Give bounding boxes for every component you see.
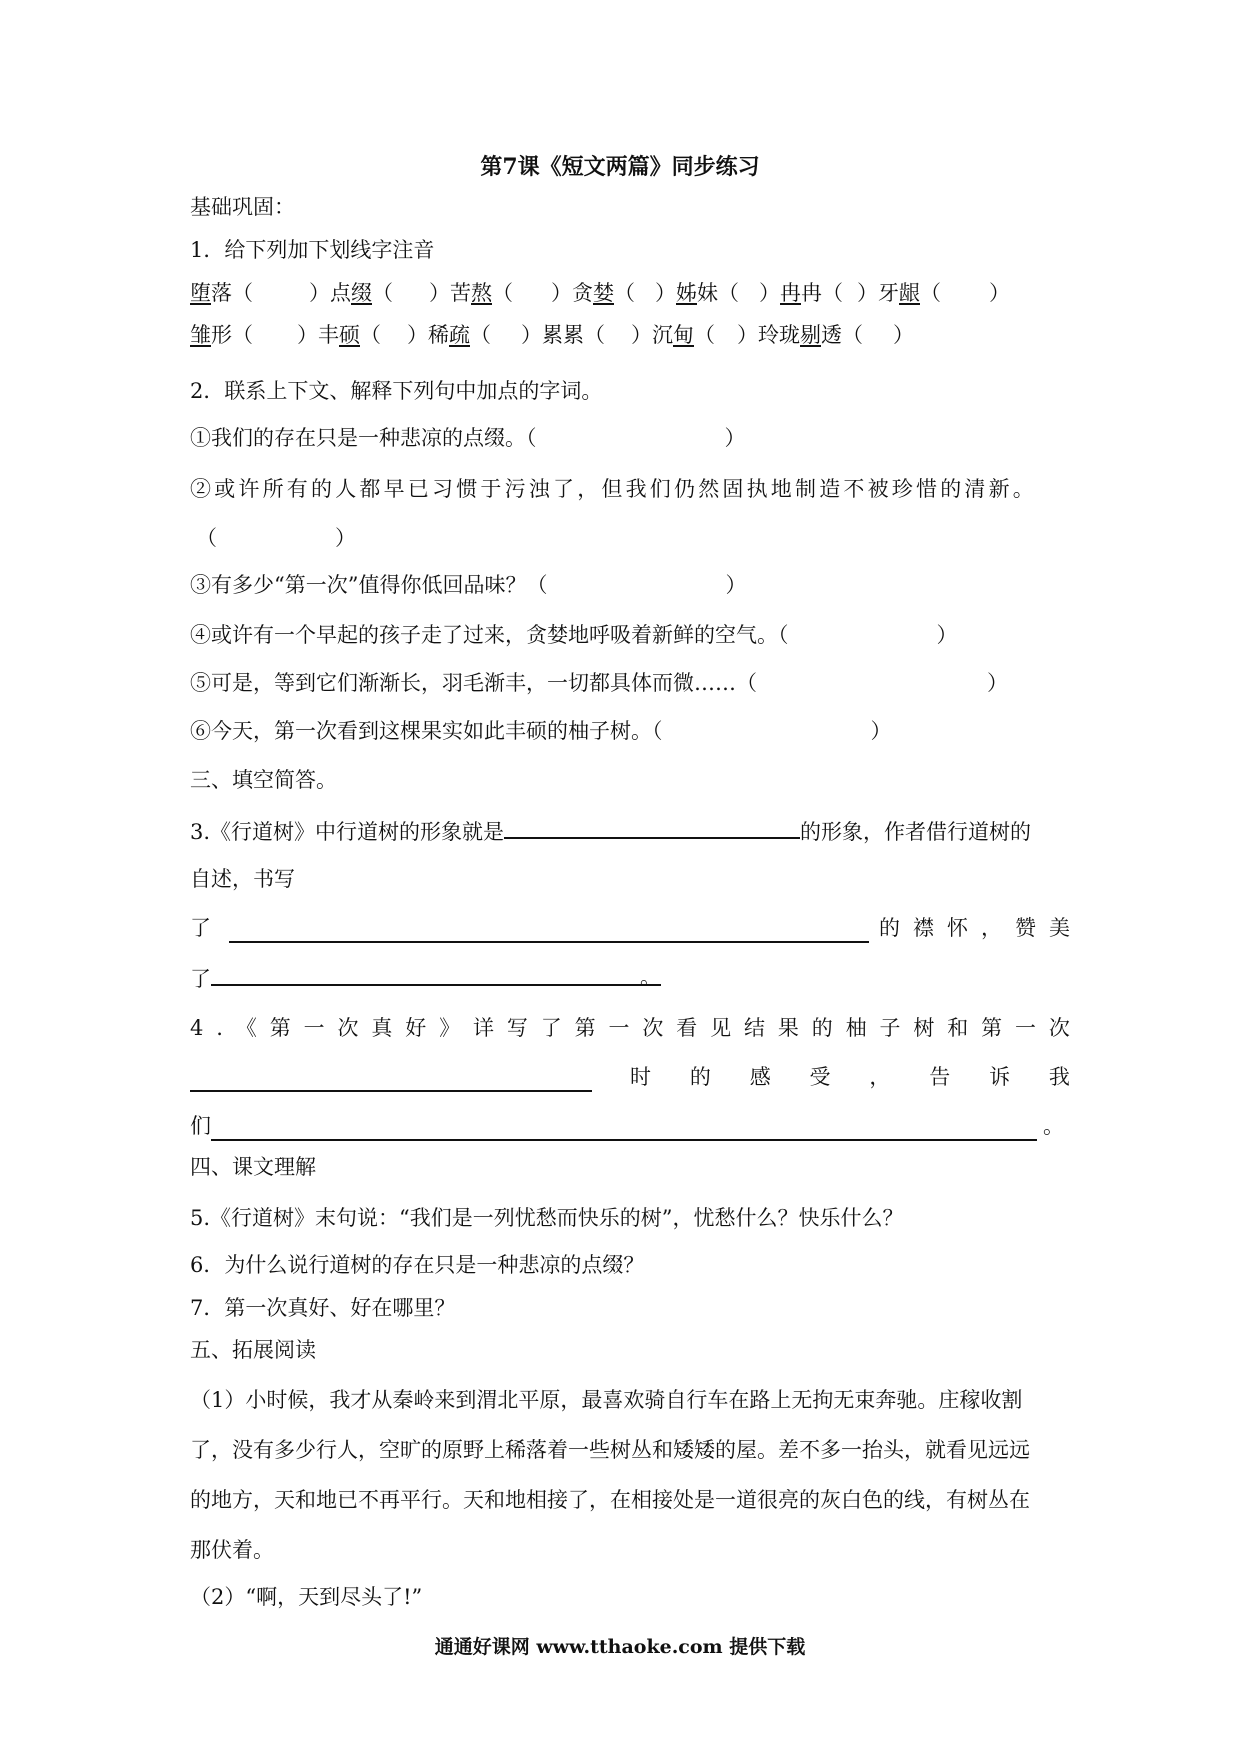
spread-char: 次 — [337, 1016, 359, 1040]
row-text: （ — [360, 323, 381, 347]
spread-char: 了 — [540, 1016, 562, 1040]
row-text: （ — [694, 323, 715, 347]
row-text: 妹（ — [697, 281, 739, 305]
spread-char: 赞 — [1015, 916, 1036, 940]
spread-char: 怀 — [947, 916, 968, 940]
spread-char: 襟 — [913, 916, 934, 940]
q2-item-6: ⑥今天，第一次看到这棵果实如此丰硕的柚子树。（ ） — [190, 719, 892, 743]
spread-char: 结 — [743, 1016, 765, 1040]
section-basic: 基础巩固： — [190, 195, 295, 219]
passage-p2: （2）“啊，天到尽头了!” — [190, 1585, 423, 1609]
underlined-char: 熬 — [471, 281, 492, 305]
spread-char: 的 — [689, 1065, 711, 1089]
spread-char: 时 — [630, 1065, 651, 1089]
row-text: ） — [759, 281, 780, 305]
q2-item-1: ①我们的存在只是一种悲凉的点缀。（ ） — [190, 426, 746, 450]
underlined-char: 疏 — [449, 323, 470, 347]
pinyin-row-2 — [190, 320, 914, 350]
spread-char: 告 — [929, 1065, 951, 1089]
q2-item-5: ⑤可是，等到它们渐渐长，羽毛渐丰，一切都具体而微……（ ） — [190, 671, 1008, 695]
row-text: ）稀 — [407, 323, 449, 347]
q2-item-2-blank: （ ） — [196, 526, 356, 550]
spread-char: 受 — [809, 1065, 831, 1089]
row-text: （ — [920, 281, 941, 305]
spread-char: 诉 — [989, 1065, 1011, 1089]
row-text: （ — [372, 281, 393, 305]
row-text: （ — [492, 281, 513, 305]
answer-blank[interactable] — [211, 1117, 1037, 1141]
question-4-line1 — [190, 1013, 1070, 1043]
section-4: 四、课文理解 — [190, 1155, 316, 1179]
spread-char: . — [216, 1016, 223, 1040]
passage-p1-line3: 的地方，天和地已不再平行。天和地相接了，在相接处是一道很亮的灰白色的线，有树丛在 — [190, 1488, 1030, 1512]
spread-char: 柚 — [845, 1016, 867, 1040]
question-3-line3: 了 的 襟 怀 ， 赞 美 — [190, 913, 1070, 943]
underlined-char: 冉 — [780, 281, 801, 305]
question-3-line1: 3.《行道树》中行道树的形象就是 的形象，作者借行道树的 — [190, 815, 1031, 847]
underlined-char: 姊 — [676, 281, 697, 305]
question-2: 2．联系上下文、解释下列句中加点的字词。 — [190, 379, 603, 403]
spread-char: 感 — [749, 1065, 771, 1089]
spread-char: 见 — [710, 1016, 732, 1040]
underlined-char: 缀 — [351, 281, 372, 305]
spread-char: 好 — [405, 1016, 427, 1040]
row-text: ） — [893, 323, 914, 347]
row-text: （ — [614, 281, 635, 305]
footer-credit: 通通好课网 www.tthaoke.com 提供下载 — [434, 1636, 806, 1658]
answer-blank[interactable] — [229, 919, 869, 943]
spread-char: 》 — [439, 1016, 461, 1040]
question-5: 5.《行道树》末句说：“我们是一列忧愁而快乐的树”，忧愁什么？快乐什么？ — [190, 1206, 904, 1230]
spread-char: 一 — [1014, 1016, 1036, 1040]
page-title: 第7课《短文两篇》同步练习 — [480, 154, 760, 180]
spread-char: 次 — [1048, 1016, 1070, 1040]
spread-char: 次 — [642, 1016, 664, 1040]
spread-char: 写 — [506, 1016, 528, 1040]
passage-p1-line1: （1）小时候，我才从秦岭来到渭北平原，最喜欢骑自行车在路上无拘无束奔驰。庄稼收割 — [190, 1388, 1023, 1412]
section-3: 三、填空简答。 — [190, 768, 337, 792]
spread-char: 4 — [190, 1016, 204, 1040]
q3-end-mark: 。 — [640, 965, 661, 989]
row-text: ）丰 — [297, 323, 339, 347]
row-text: ）贪 — [551, 281, 593, 305]
spread-char: 一 — [303, 1016, 325, 1040]
spread-char: ， — [981, 916, 1002, 940]
spread-char: 看 — [676, 1016, 698, 1040]
underlined-char: 雏 — [190, 323, 211, 347]
row-text: 冉（ — [801, 281, 843, 305]
underlined-char: 堕 — [190, 281, 211, 305]
spread-char: 的 — [879, 916, 900, 940]
spread-char: ， — [869, 1065, 891, 1089]
spread-char: 《 — [235, 1016, 257, 1040]
question-4-line2 — [190, 1062, 1070, 1092]
row-text: ）玲珑 — [737, 323, 800, 347]
row-text: ）苦 — [429, 281, 471, 305]
pinyin-row-1 — [190, 278, 1010, 308]
underlined-char: 龈 — [899, 281, 920, 305]
answer-blank[interactable] — [190, 1068, 592, 1092]
row-text: ）累累（ — [521, 323, 605, 347]
spread-char: 的 — [811, 1016, 833, 1040]
section-5: 五、拓展阅读 — [190, 1338, 316, 1362]
answer-blank[interactable] — [211, 962, 661, 986]
row-text: 透（ — [821, 323, 863, 347]
row-text: ）点 — [309, 281, 351, 305]
spread-char: 和 — [947, 1016, 969, 1040]
row-text: 落（ — [211, 281, 253, 305]
row-text: ）沉 — [631, 323, 673, 347]
passage-p1-line4: 那伏着。 — [190, 1538, 274, 1562]
q2-item-4: ④或许有一个早起的孩子走了过来，贪婪地呼吸着新鲜的空气。（ ） — [190, 623, 958, 647]
row-text: （ — [470, 323, 491, 347]
question-3-line2: 自述，书写 — [190, 867, 295, 891]
question-1: 1．给下列加下划线字注音 — [190, 238, 435, 262]
spread-char: 第 — [269, 1016, 291, 1040]
spread-char: 子 — [879, 1016, 901, 1040]
spread-char: 真 — [371, 1016, 393, 1040]
answer-blank[interactable] — [504, 815, 800, 839]
spread-char: 一 — [608, 1016, 630, 1040]
question-7: 7．第一次真好、好在哪里？ — [190, 1296, 456, 1320]
passage-p1-line2: 了，没有多少行人，空旷的原野上稀落着一些树丛和矮矮的屋。差不多一抬头，就看见远远 — [190, 1438, 1030, 1462]
row-text: ） — [655, 281, 676, 305]
row-text: ） — [989, 281, 1010, 305]
question-3-line4: 了 — [190, 962, 661, 994]
spread-char: 第 — [981, 1016, 1003, 1040]
spread-char: 果 — [777, 1016, 799, 1040]
question-6: 6．为什么说行道树的存在只是一种悲凉的点缀？ — [190, 1253, 645, 1277]
q2-item-3: ③有多少“第一次”值得你低回品味？（ ） — [190, 573, 747, 597]
spread-char: 详 — [472, 1016, 494, 1040]
underlined-char: 硕 — [339, 323, 360, 347]
underlined-char: 甸 — [673, 323, 694, 347]
spread-char: 美 — [1049, 916, 1070, 940]
spread-char: 树 — [913, 1016, 935, 1040]
underlined-char: 剔 — [800, 323, 821, 347]
question-4-line3: 们 。 — [190, 1111, 1070, 1141]
q2-item-2: ②或许所有的人都早已习惯于污浊了，但我们仍然固执地制造不被珍惜的清新。 — [190, 477, 1037, 501]
row-text: ）牙 — [857, 281, 899, 305]
row-text: 形（ — [211, 323, 253, 347]
underlined-char: 婪 — [593, 281, 614, 305]
spread-char: 我 — [1048, 1065, 1070, 1089]
spread-char: 第 — [574, 1016, 596, 1040]
